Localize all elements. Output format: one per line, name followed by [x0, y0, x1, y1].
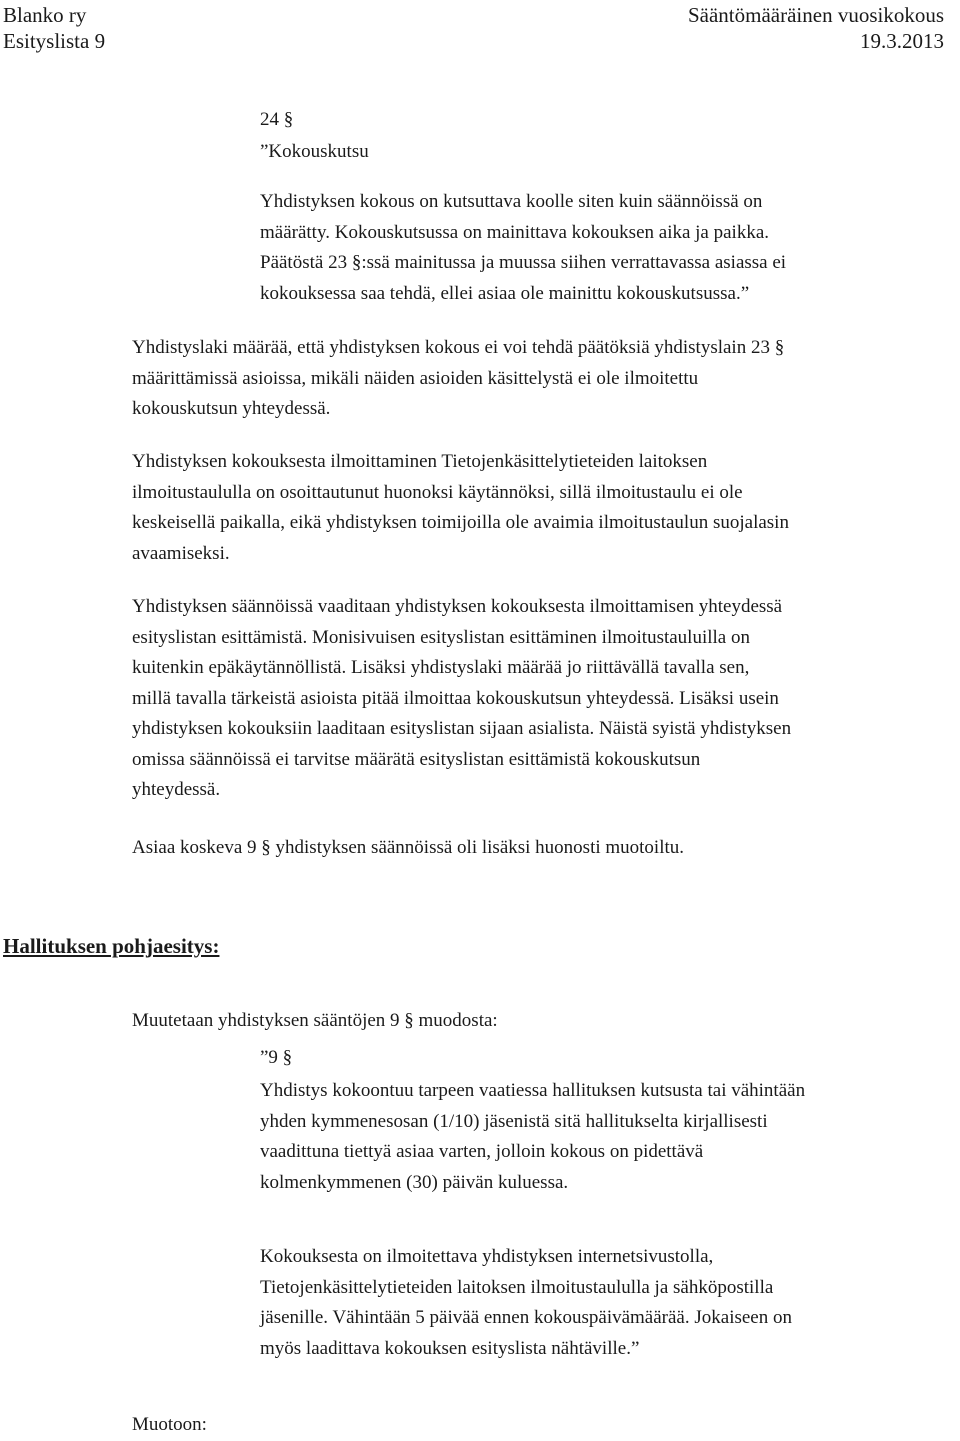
text-line: vaadittuna tiettyä asiaa varten, jolloin kokous on pidettävä [260, 1141, 704, 1162]
text-line: yhden kymmenesosan (1/10) jäsenistä sitä hallitukselta kirjallisesti [260, 1110, 768, 1132]
rule-9-paragraph-2 [260, 1242, 792, 1364]
text-line: Yhdistys kokoontuu tarpeen vaatiessa hallituksen kutsusta tai vähintään [260, 1080, 806, 1101]
text-line: Päätöstä 23 §:ssä mainitussa ja muussa siihen verrattavassa asiassa ei [260, 252, 787, 273]
text-line: omissa säännöissä ei tarvitse määrätä esityslistan esittämistä kokouskutsun [132, 748, 701, 770]
text-line: avaamiseksi. [132, 542, 230, 564]
paragraph-agenda-requirement [132, 592, 791, 806]
text-line: jäsenille. Vähintään 5 päivää ennen kokouspäivämäärää. Jokaiseen on [260, 1307, 792, 1328]
text-line: Yhdistyslaki määrää, että yhdistyksen kokous ei voi tehdä päätöksiä yhdistyslain 23 § [132, 337, 785, 358]
text-line: kuitenkin epäkäytännöllistä. Lisäksi yhdistyslaki määrää jo riittävällä tavalla sen, [132, 657, 750, 678]
text-line: Yhdistyksen säännöissä vaaditaan yhdistyksen kokouksesta ilmoittamisen yhteydessä [132, 596, 783, 617]
text-line: Yhdistyksen kokous on kutsuttava koolle siten kuin säännöissä on [260, 191, 763, 212]
page-header-right [688, 2, 944, 54]
text-line: keskeisellä paikalla, eikä yhdistyksen toimijoilla ole avaimia ilmoitustaulun suojalasin [132, 512, 789, 533]
text-line: määrittämissä asioissa, mikäli näiden asioiden käsittelystä ei ole ilmoitettu [132, 367, 699, 389]
text-line: esityslistan esittämistä. Monisivuisen esityslistan esittäminen ilmoitustauluilla on [132, 626, 750, 648]
text-line: myös laadittava kokouksen esityslista nähtäville.” [260, 1337, 640, 1359]
text-line: yhteydessä. [132, 779, 221, 800]
text-line: määrätty. Kokouskutsussa on mainittava kokouksen aika ja paikka. [260, 221, 770, 243]
text-line: ilmoitustaululla on osoittautunut huonoksi käytännöksi, sillä ilmoitustaulu ei ole [132, 481, 743, 503]
paragraph-notice-board [132, 447, 789, 569]
rule-section-9: ”9 § [260, 1047, 293, 1068]
meeting-date: 19.3.2013 [860, 29, 944, 53]
page-header-left [3, 2, 105, 54]
text-line: kokouksessa saa tehdä, ellei asiaa ole mainittu kokouskutsussa.” [260, 282, 750, 304]
quoted-rule-body [260, 187, 786, 309]
text-line: millä tavalla tärkeistä asioista pitää ilmoittaa kokouskutsun yhteydessä. Lisäksi usein [132, 687, 779, 709]
organization-name: Blanko ry [3, 3, 87, 27]
quoted-rule-section: 24 § [260, 109, 294, 130]
text-line: kokouskutsun yhteydessä. [132, 398, 331, 419]
text-line: kolmenkymmenen (30) päivän kuluessa. [260, 1171, 569, 1193]
paragraph-poor-wording [132, 833, 684, 864]
text-line: Kokouksesta on ilmoitettava yhdistyksen internetsivustolla, [260, 1246, 714, 1267]
text-line: Asiaa koskeva 9 § yhdistyksen säännöissä oli lisäksi huonosti muotoiltu. [132, 837, 685, 858]
text-line: Yhdistyksen kokouksesta ilmoittaminen Tietojenkäsittelytieteiden laitoksen [132, 451, 708, 472]
text-line: Tietojenkäsittelytieteiden laitoksen ilmoitustaululla ja sähköpostilla [260, 1276, 774, 1298]
to-label: Muotoon: [132, 1414, 207, 1435]
text-line: yhdistyksen kokouksiin laaditaan esityslistan sijaan asialista. Näistä syistä yhdistyksen [132, 718, 792, 739]
quoted-rule-title: ”Kokouskutsu [260, 141, 369, 162]
agenda-number: Esityslista 9 [3, 29, 106, 53]
quoted-rule-24 [260, 104, 369, 168]
proposal-heading: Hallituksen pohjaesitys: [3, 934, 220, 958]
paragraph-law-requirement [132, 333, 784, 425]
proposal-intro: Muutetaan yhdistyksen sääntöjen 9 § muodosta: [132, 1010, 498, 1031]
rule-9-paragraph-1 [260, 1076, 805, 1198]
meeting-name: Sääntömääräinen vuosikokous [687, 3, 944, 27]
